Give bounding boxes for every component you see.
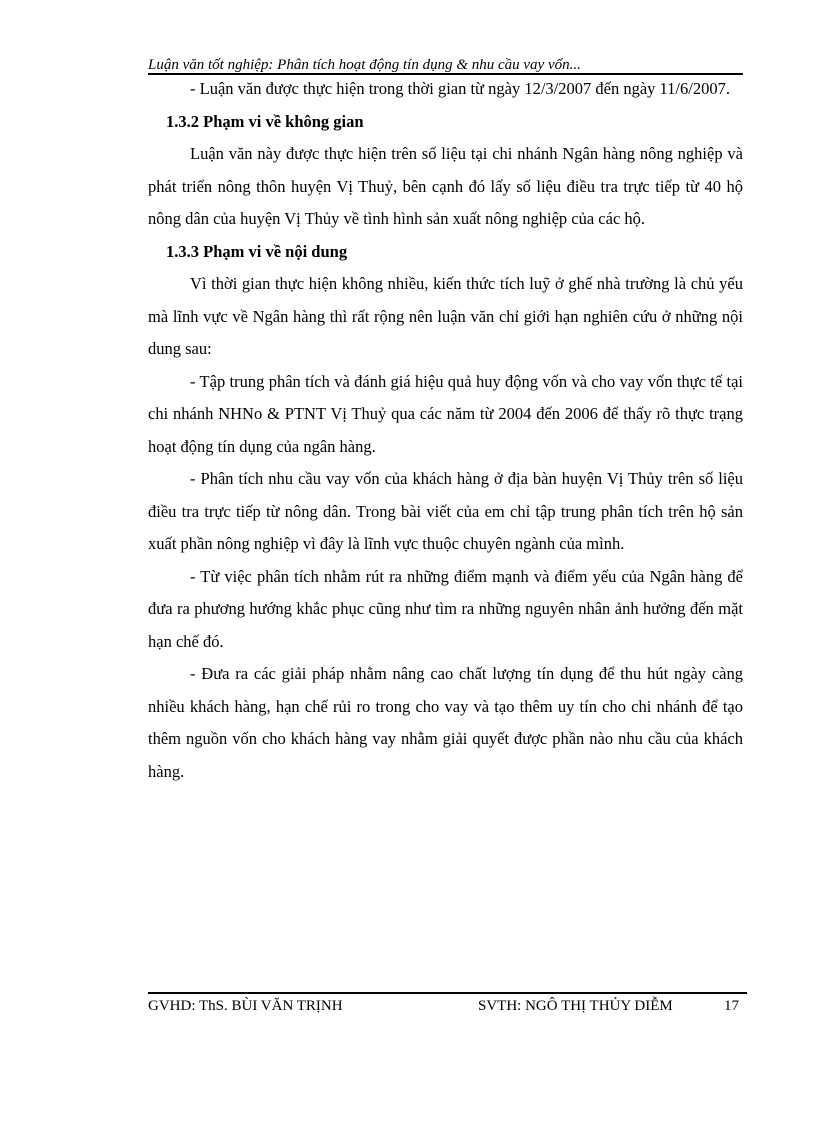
paragraph-loan-demand: - Phân tích nhu cầu vay vốn của khách hàng ở địa bàn huyện Vị Thủy trên số liệu điều tra trực tiếp từ nông dân. Trong bài viết của em chỉ tập trung phân tích trên hộ sản xuất phần nông nghiệp vì đây là lĩnh vực thuộc chuyên ngành của mình. [148, 469, 743, 553]
header-title: Luận văn tốt nghiệp: Phân tích hoạt động tín dụng & nhu cầu vay vốn... [148, 57, 581, 73]
paragraph-time-scope: - Luận văn được thực hiện trong thời gian từ ngày 12/3/2007 đến ngày 11/6/2007. [190, 79, 730, 98]
footer-advisor: GVHD: ThS. BÙI VĂN TRỊNH [148, 998, 343, 1014]
page-footer [148, 992, 747, 1024]
paragraph-strengths-weaknesses: - Từ việc phân tích nhằm rút ra những điểm mạnh và điểm yếu của Ngân hàng để đưa ra phương hướng khắc phục cũng như tìm ra những nguyên nhân ảnh hưởng đến mặt hạn chế đó. [148, 566, 743, 651]
footer-student: SVTH: NGÔ THỊ THỦY DIỄM [478, 998, 673, 1014]
paragraph-solutions: - Đưa ra các giải pháp nhằm nâng cao chất lượng tín dụng để thu hút ngày càng nhiều khách hàng, hạn chế rủi ro trong cho vay và tạo thêm uy tín cho chi nhánh để tạo thêm nguồn vốn cho khách hàng vay nhằm giải quyết được phần nào nhu cầu của khách hàng. [148, 664, 743, 781]
section-heading-content-scope: 1.3.3 Phạm vi về nội dung [166, 241, 348, 261]
page-body [148, 73, 743, 788]
page-header [148, 55, 743, 75]
paragraph-capital-analysis: - Tập trung phân tích và đánh giá hiệu quả huy động vốn và cho vay vốn thực tế tại chi nhánh NHNo & PTNT Vị Thuỷ qua các năm từ 2004 đến 2006 để thấy rõ thực trạng hoạt động tín dụng của ngân hàng. [148, 371, 743, 456]
paragraph-space-scope: Luận văn này được thực hiện trên số liệu tại chi nhánh Ngân hàng nông nghiệp và phát triển nông thôn huyện Vị Thuỷ, bên cạnh đó lấy số liệu điều tra trực tiếp từ 40 hộ nông dân của huyện Vị Thủy về tình hình sản xuất nông nghiệp của các hộ. [148, 144, 743, 228]
section-heading-space-scope: 1.3.2 Phạm vi về không gian [166, 111, 364, 131]
page-number: 17 [724, 998, 739, 1014]
paragraph-content-scope-intro: Vì thời gian thực hiện không nhiều, kiến thức tích luỹ ở ghế nhà trường là chủ yếu mà lĩnh vực về Ngân hàng thì rất rộng nên luận văn chỉ giới hạn nghiên cứu ở những nội dung sau: [148, 274, 743, 358]
